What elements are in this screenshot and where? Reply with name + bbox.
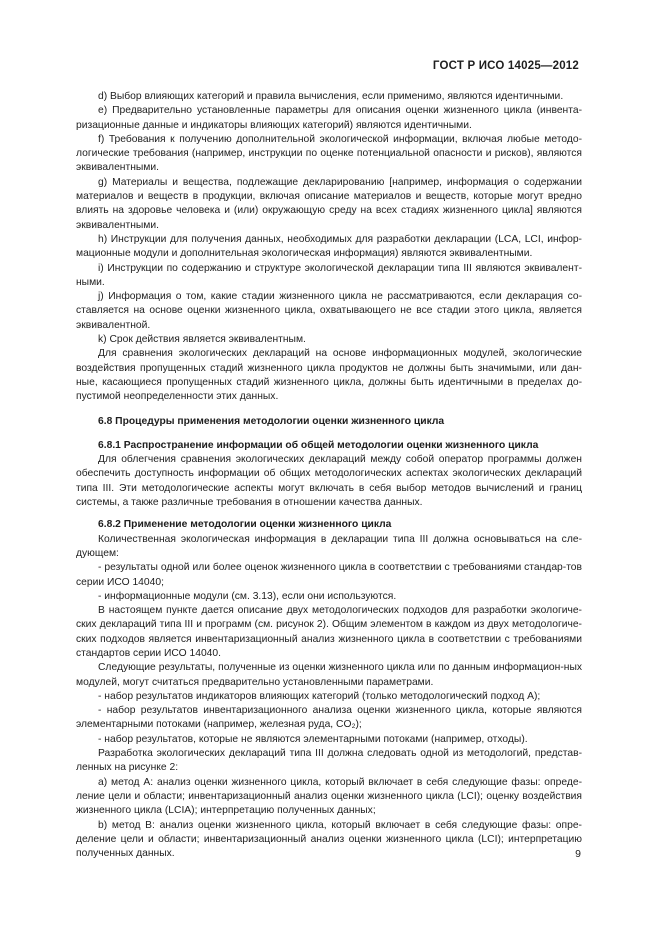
standard-header: ГОСТ Р ИСО 14025—2012 — [432, 60, 579, 72]
section-6-8-2-paragraph: - набор результатов инвентаризационного анализа оценки жизненного цикла, которые являются элементарными потоками (например, железная руда, CO₂); — [76, 705, 582, 731]
paragraph-item-j: j) Информация о том, какие стадии жизненного цикла не рассматриваются, если декларация со-ставляется на основе оценки жизненного цикла, охватывающего не все стадии этого цикла, является эквивалентной. — [76, 291, 582, 331]
section-6-8-2-paragraph: В настоящем пункте дается описание двух методологических подходов для разработки экологиче-ских деклараций типа III и программ (см. рисунок 2). Общим элементом в каждом из двух методологиче-ских подходов является инвентаризационный анализ жизненного цикла в соответствии с требованиями стандартов серии ИСО 14040. — [76, 605, 582, 659]
paragraph-item-i: i) Инструкции по содержанию и структуре экологической декларации типа III являются эквивалент-ными. — [76, 262, 582, 288]
paragraph-item-d: d) Выбор влияющих категорий и правила вычисления, если применимо, являются идентичными. — [98, 91, 564, 102]
paragraph-item-e: e) Предварительно установленные параметры для описания оценки жизненного цикла (инвента-ризационные данные и индикаторы влияющих категорий) являются идентичными. — [76, 105, 582, 131]
section-heading-6-8-1: 6.8.1 Распространение информации об общей методологии оценки жизненного цикла — [98, 439, 539, 451]
section-6-8-2-paragraph: Количественная экологическая информация в декларации типа III должна основываться на сле-дующем: — [76, 533, 582, 559]
section-6-8-2-paragraph: Разработка экологических деклараций типа III должна следовать одной из методологий, представ-ленных на рисунке 2: — [76, 748, 582, 774]
section-heading-6-8: 6.8 Процедуры применения методологии оценки жизненного цикла — [98, 415, 445, 427]
section-6-8-2-paragraph: b) метод В: анализ оценки жизненного цикла, который включает в себя следующие фазы: опре-деление цели и области; инвентаризационный анализ оценки жизненного цикла (LCI); интерпретацию полученных данных. — [76, 819, 582, 860]
document-body — [76, 90, 582, 861]
section-6-8-2-paragraph: - набор результатов, которые не являются элементарными потоками (например, отходы). — [98, 733, 528, 745]
section-6-8-2-paragraph: а) метод А: анализ оценки жизненного цикла, который включает в себя следующие фазы: опреде-ление цели и области; инвентаризационный анализ оценки жизненного цикла (LCI); оценку воздействия жизненного цикла (LCIA); интерпретацию полученных данных; — [76, 776, 582, 817]
page-number: 9 — [575, 848, 581, 860]
paragraph-comparison: Для сравнения экологических деклараций на основе информационных модулей, экологические воздействия пропущенных стадий жизненного цикла продуктов не должны быть значимыми, или дан-ные, касающиеся пропущенных стадий жизненного цикла, должны быть идентичными в пределах до-пустимой неопределенности этих данных. — [76, 348, 582, 403]
section-heading-6-8-2: 6.8.2 Применение методологии оценки жизненного цикла — [98, 519, 392, 531]
section-6-8-2-paragraph: - набор результатов индикаторов влияющих категорий (только методологический подход А); — [98, 690, 541, 702]
section-6-8-2-paragraph: Следующие результаты, полученные из оценки жизненного цикла или по данным информацион-ных модулей, могут считаться предварительно установленными параметрами. — [76, 662, 582, 688]
paragraph-item-f: f) Требования к получению дополнительной экологической информации, включая любые методо-логические требования (например, инструкции по оценке потенциальной опасности и рисков), являются эквивалентными. — [76, 133, 582, 174]
section-6-8-2-paragraph: - информационные модули (см. 3.13), если они используются. — [98, 590, 397, 602]
paragraph-item-h: h) Инструкции для получения данных, необходимых для разработки декларации (LCA, LCI, инфор-мационные модули и дополнительная экологическая информация) являются эквивалентными. — [76, 233, 582, 260]
section-6-8-2-paragraph: - результаты одной или более оценок жизненного цикла в соответствии с требованиями стандар-тов серии ИСО 14040; — [76, 562, 582, 588]
paragraph-item-k: k) Срок действия является эквивалентным. — [98, 334, 306, 346]
paragraph-item-g: g) Материалы и вещества, подлежащие декларированию [например, информация о содержании материалов и веществ в продукции, включая описание материалов и веществ, которые могут вредно влиять на здоровье человека и (или) окружающую среду на всех стадиях жизненного цикла] являются эквивалентными. — [76, 176, 582, 231]
section-6-8-1-text: Для облегчения сравнения экологических деклараций между собой оператор программы должен обеспечить доступность информации об общих методологических аспектах экологических деклараций типа III. Эти методологические аспекты могут включать в себя выбор методов вычислений и границ системы, а также различные требования в отношении качества данных. — [76, 454, 582, 509]
